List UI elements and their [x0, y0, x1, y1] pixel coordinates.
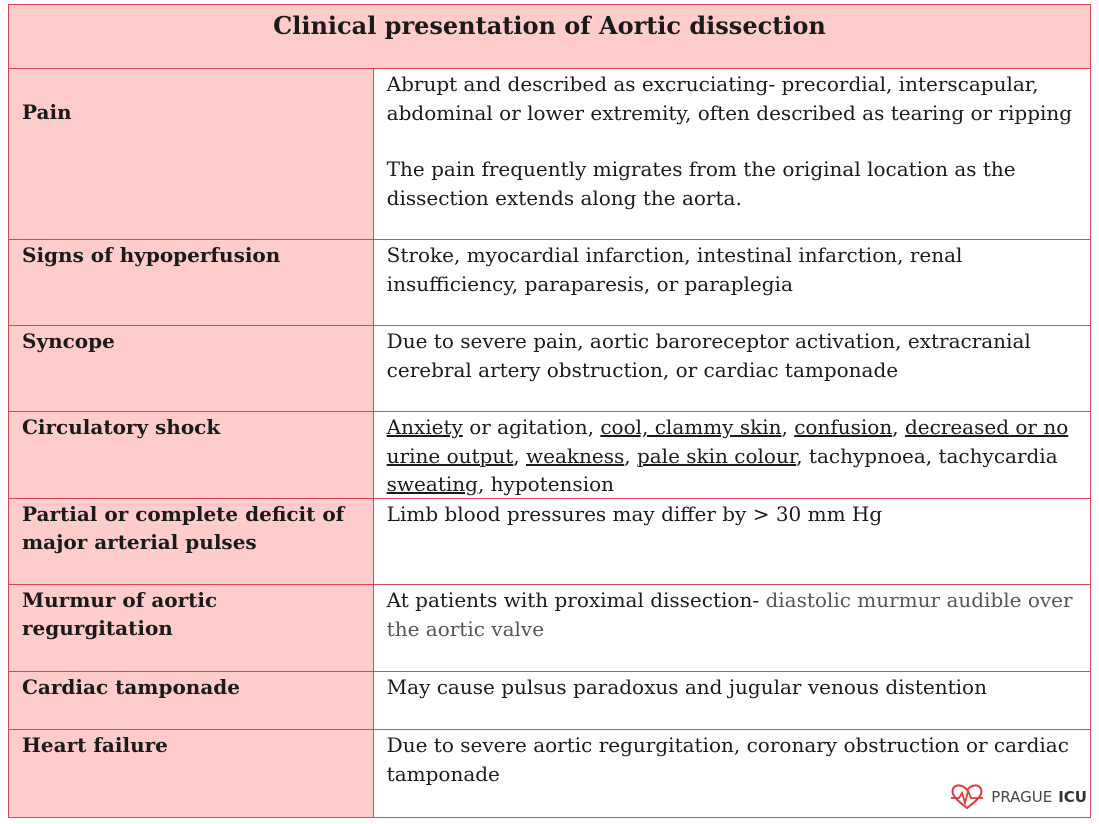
row-label: Signs of hypoperfusion — [9, 240, 374, 325]
logo-word-prague: PRAGUE — [991, 788, 1053, 806]
row-label: Pain — [9, 69, 374, 239]
table-row — [9, 672, 1091, 730]
row-description — [374, 585, 1091, 671]
row-label: Murmur of aortic regurgitation — [9, 585, 374, 671]
text-segment: , — [781, 415, 795, 439]
table-row — [9, 730, 1091, 818]
link-anxiety[interactable]: Anxiety — [386, 415, 463, 439]
table-row — [9, 585, 1091, 672]
row-label: Heart failure — [9, 730, 374, 817]
text-segment: , tachypnoea, tachycardia — [796, 443, 1058, 468]
table-row — [9, 240, 1091, 326]
row-label: Syncope — [9, 326, 374, 411]
prague-icu-logo — [949, 784, 1087, 810]
row-label: Cardiac tamponade — [9, 672, 374, 729]
text-segment: or agitation, — [462, 415, 601, 439]
presentation-table — [8, 4, 1091, 818]
heart-pulse-icon — [949, 784, 985, 810]
row-description: Due to severe pain, aortic baroreceptor activation, extracranial cerebral artery obstruction, or cardiac tamponade — [374, 326, 1091, 411]
murmur-text-b: diastolic murmur audible over the aortic valve — [386, 588, 1073, 641]
text-segment: , hypotension — [477, 472, 615, 496]
link-confusion[interactable]: confusion — [794, 415, 893, 439]
table-row — [9, 326, 1091, 412]
pain-paragraph-1: Abrupt and described as excruciating- precordial, interscapular, abdominal or lower extremity, often described as tearing or ripping — [386, 72, 1073, 125]
row-label: Partial or complete deficit of major arterial pulses — [9, 499, 374, 584]
text-segment: , — [892, 415, 905, 439]
row-description: Limb blood pressures may differ by > 30 mm Hg — [374, 499, 1091, 584]
text-segment: , — [624, 443, 637, 468]
row-description — [374, 69, 1091, 239]
murmur-text-a: At patients with proximal dissection- — [386, 588, 766, 612]
link-pale-skin-colour[interactable]: pale skin colour — [636, 443, 797, 468]
row-description: Stroke, myocardial infarction, intestinal infarction, renal insufficiency, paraparesis, or paraplegia — [374, 240, 1091, 325]
link-cool-clammy-skin[interactable]: cool, clammy skin — [600, 415, 782, 439]
table-row — [9, 499, 1091, 585]
table-row — [9, 69, 1091, 240]
row-description: Due to severe aortic regurgitation, coronary obstruction or cardiac tamponade — [374, 730, 1091, 817]
text-segment: , — [513, 443, 526, 468]
table-title: Clinical presentation of Aortic dissection — [9, 5, 1091, 69]
link-decreased-urine-output[interactable]: decreased or no urine output — [386, 415, 1069, 468]
pain-paragraph-2: The pain frequently migrates from the original location as the dissection extends along the aorta. — [386, 157, 1016, 210]
row-description: May cause pulsus paradoxus and jugular venous distention — [374, 672, 1091, 729]
row-description — [374, 412, 1091, 498]
logo-word-icu: ICU — [1058, 788, 1087, 806]
row-label: Circulatory shock — [9, 412, 374, 498]
table-row — [9, 412, 1091, 499]
link-weakness[interactable]: weakness — [525, 443, 625, 468]
link-sweating[interactable]: sweating — [386, 472, 478, 496]
